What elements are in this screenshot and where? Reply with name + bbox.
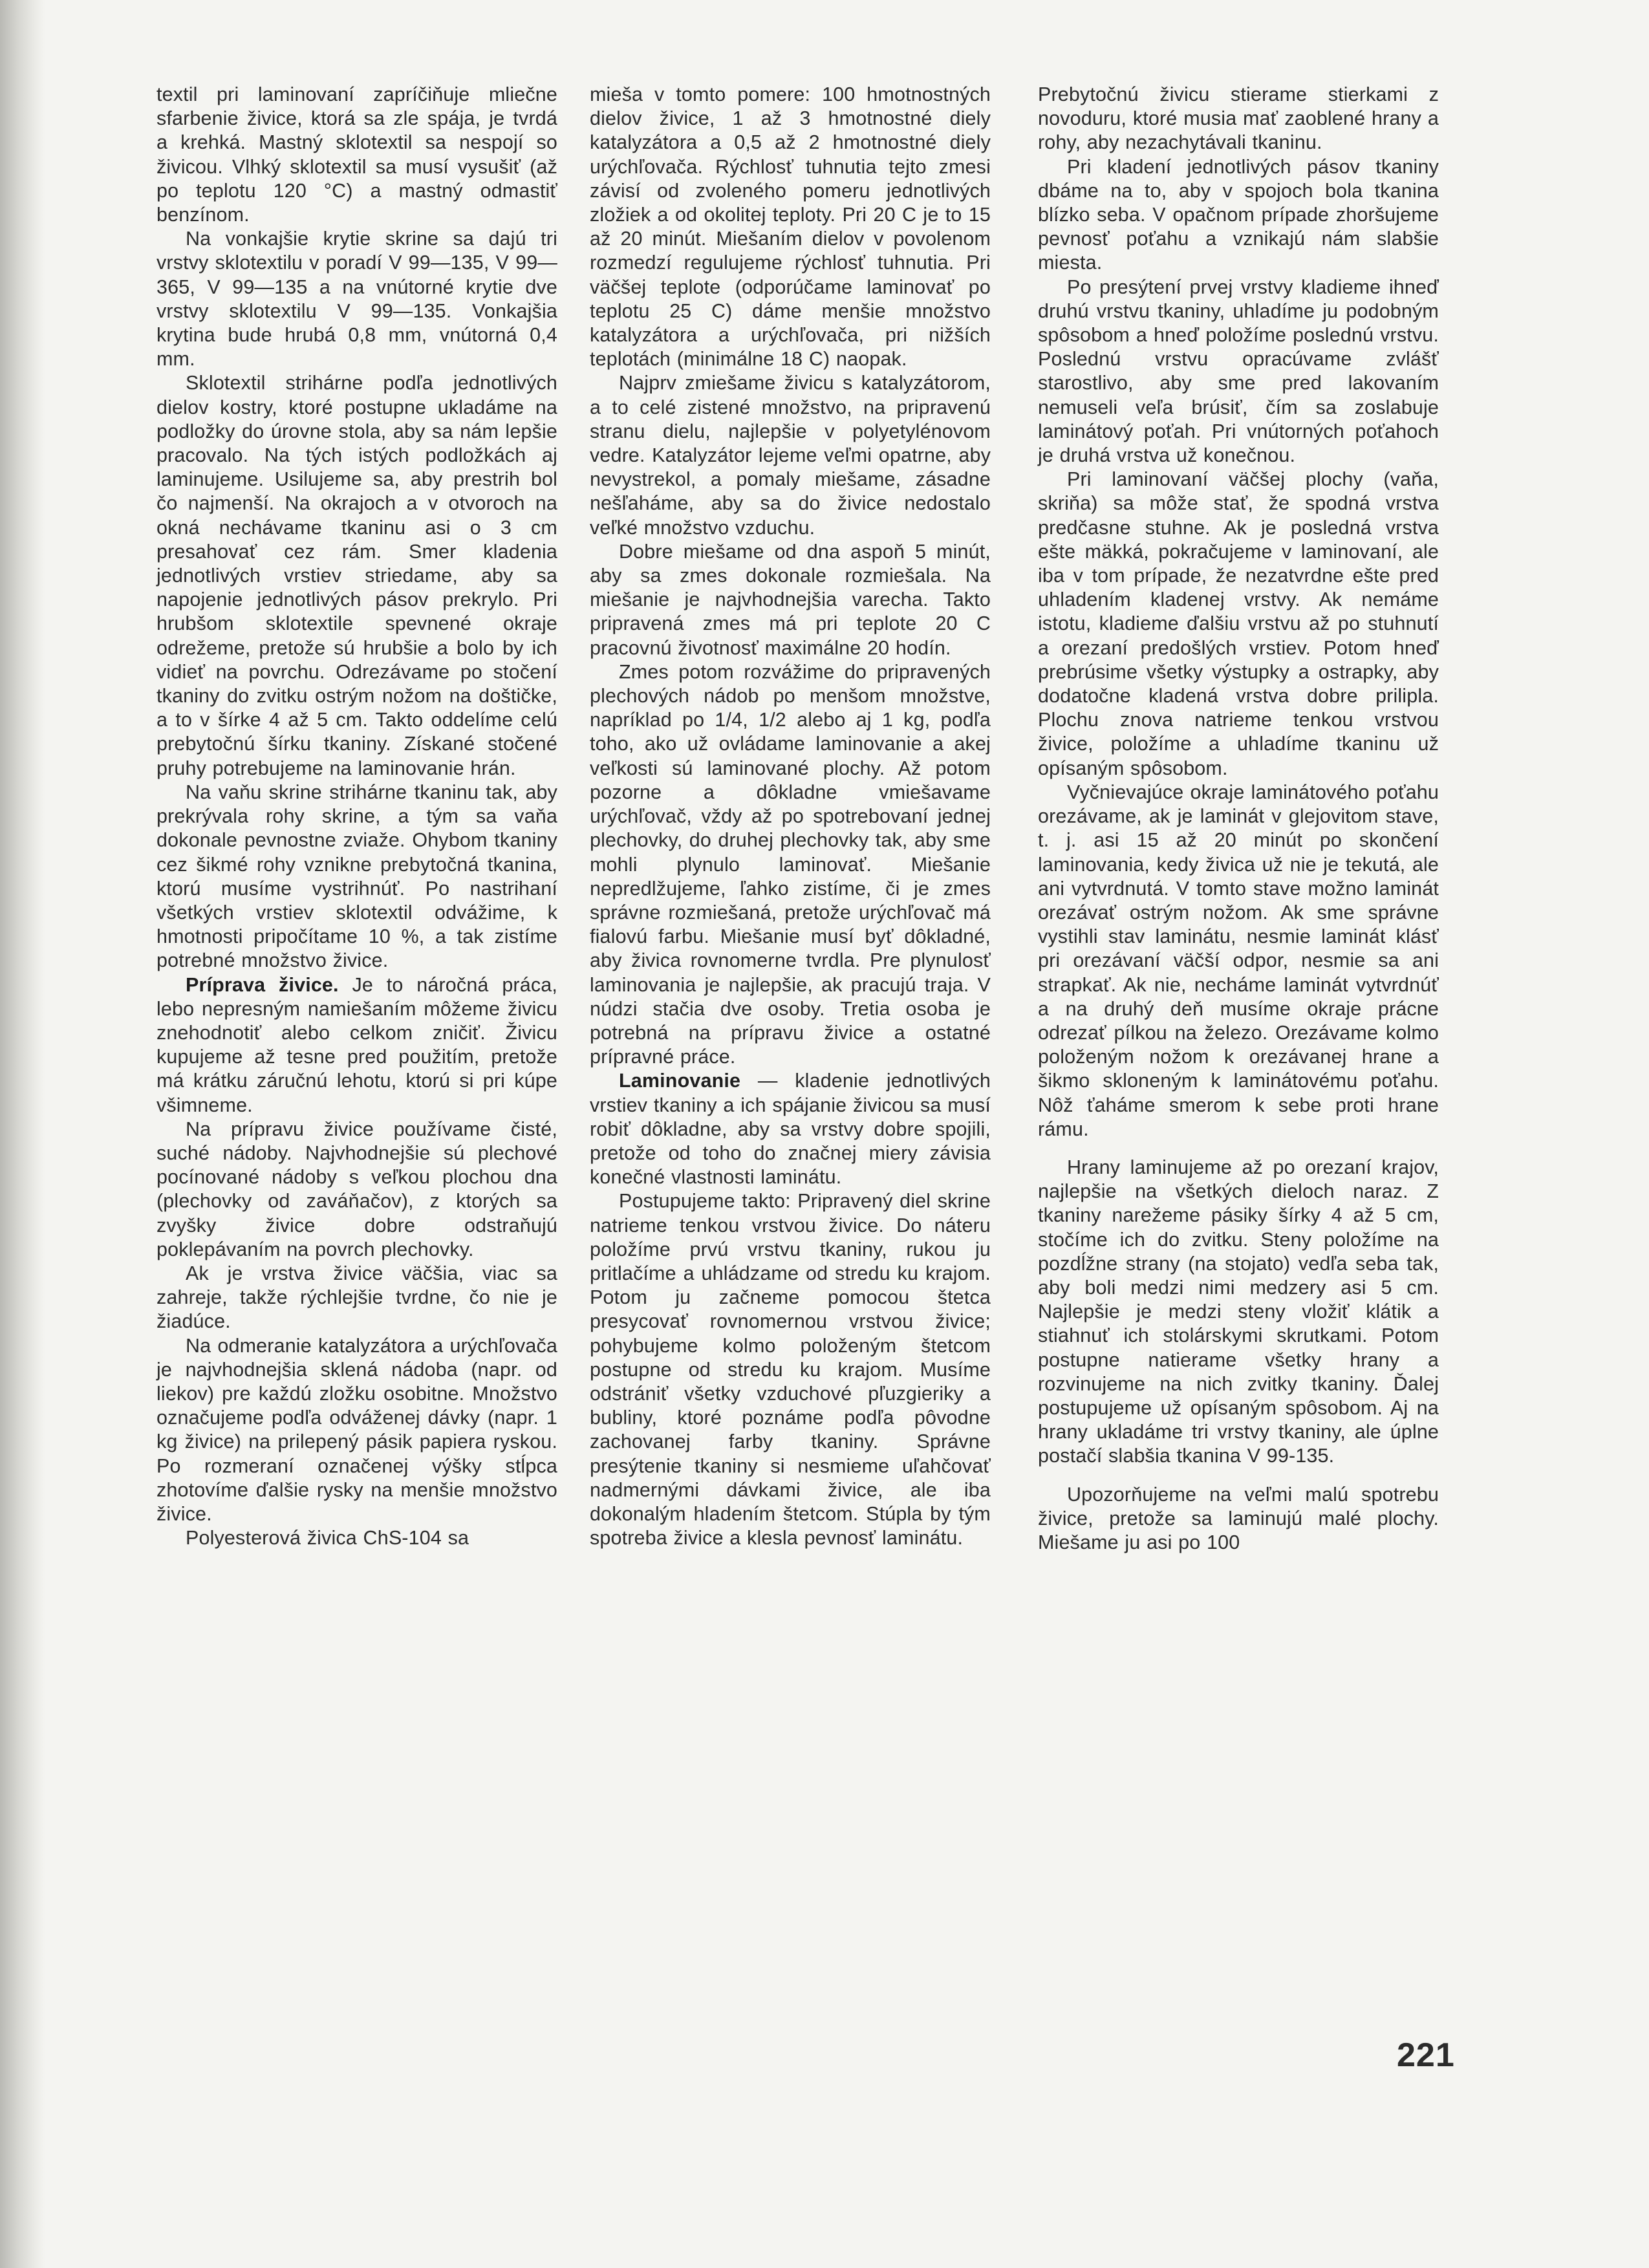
paragraph-text: Polyesterová živica ChS-104 sa [186,1527,469,1550]
paragraph [156,371,557,780]
paragraph [590,660,991,1069]
paragraph-text: Je to náročná práca, lebo nepresným namiešaním môžeme živicu znehodnotiť alebo celkom zničiť. Živicu kupujeme až tesne pred použitím, pretože má krátku záručnú lehotu, ktorú si pri kúpe všimneme. [156,973,557,1116]
paragraph-text: Na prípravu živice používame čisté, suché nádoby. Najvhodnejšie sú plechové pocínované nádoby s veľkou plochou dna (plechovky od zaváňačov), z ktorých sa zvyšky živice dobre odstraňujú poklepávaním na povrch plechovky. [156,1118,557,1260]
paragraph [156,83,557,227]
text-column-1 [156,83,557,1550]
paragraph-text: Prebytočnú živicu stierame stierkami z novoduru, ktoré musia mať zaoblené hrany a rohy, aby nezachytávali tkaninu. [1038,83,1439,154]
paragraph [1038,781,1439,1141]
paragraph [1038,275,1439,468]
paragraph-text: mieša v tomto pomere: 100 hmotnostných dielov živice, 1 až 3 hmotnostné diely katalyzátora a 0,5 až 2 hmotnostné diely urýchľovača. Rýchlosť tuhnutia tejto zmesi závisí od zvoleného pomeru jednotlivých zložiek a od okolitej teploty. Pri 20 C je to 15 až 20 minút. Miešaním dielov v povolenom rozmedzí regulujeme rýchlosť tuhnutia. Pri väčšej teplote (odporúčame laminovať po teplotu 25 C) dáme menšie množstvo katalyzátora a urýchľovača, pri nižších teplotách (minimálne 18 C) naopak. [590,83,991,371]
paragraph-text: Upozorňujeme na veľmi malú spotrebu živice, pretože sa laminujú malé plochy. Miešame ju asi po 100 [1038,1483,1439,1553]
paragraph-text: Na vaňu skrine strihárne tkaninu tak, aby prekrývala rohy skrine, a tým sa vaňa dokonale pevnostne zviaže. Ohybom tkaniny cez šikmé rohy vznikne prebytočná tkanina, ktorú musíme vystrihnúť. Po nastrihaní všetkých vrstiev sklotextil odvážime, k hmotnosti pripočítame 10 %, a tak zistíme potrebné množstvo živice. [156,781,557,972]
paragraph [1038,468,1439,781]
paragraph-text: Postupujeme takto: Pripravený diel skrine natrieme tenkou vrstvou živice. Do náteru položíme prvú vrstvu tkaniny, rukou ju pritlačíme a uhládzame od stredu ku krajom. Potom ju začneme pomocou štetca presycovať rovnomernou vrstvou živice; pohybujeme kolmo položeným štetcom postupne od stredu ku krajom. Musíme odstrániť všetky vzduchové pľuzgieriky a bubliny, ktoré poznáme podľa pôvodne zachovanej farby tkaniny. Správne presýtenie tkaniny si nesmieme uľahčovať nadmernými dávkami živice, ale iba dokonalým hladením štetcom. Stúpla by tým spotreba živice a klesla pevnosť laminátu. [590,1190,991,1550]
text-column-2 [590,83,991,1550]
paragraph-text: Po presýtení prvej vrstvy kladieme ihneď druhú vrstvu tkaniny, uhladíme ju podobným spôsobom a hneď položíme poslednú vrstvu. Poslednú vrstvu opracúvame zvlášť starostlivo, aby sme pred lakovaním nemuseli veľa brúsiť, čím sa zoslabuje laminátový poťah. Pri vnútorných poťahoch je druhá vrstva už konečnou. [1038,275,1439,467]
paragraph [590,371,991,539]
paragraph [1038,83,1439,155]
paragraph [590,540,991,660]
paragraph [1038,1483,1439,1555]
paragraph [1038,1156,1439,1469]
paragraph [156,1262,557,1334]
paragraph-text: Pri kladení jednotlivých pásov tkaniny dbáme na to, aby v spojoch bola tkanina blízko seba. V opačnom prípade zhoršujeme pevnosť poťahu a vznikajú nám slabšie miesta. [1038,155,1439,274]
section-heading: Laminovanie [619,1070,741,1092]
paragraph-text: Sklotextil strihárne podľa jednotlivých dielov kostry, ktoré postupne ukladáme na podložky do úrovne stola, aby sa nám lepšie pracovalo. Na tých istých podložkách aj laminujeme. Usilujeme sa, aby prestrih bol čo najmenší. Na okrajoch a v otvoroch na okná nechávame tkaninu asi o 3 cm presahovať cez rám. Smer kladenia jednotlivých vrstiev striedame, aby sa napojenie jednotlivých pásov prekrylo. Pri hrubšom sklotextile spevnené okraje odrežeme, pretože sú hrubšie a bolo by ich vidieť na povrchu. Odrezávame po stočení tkaniny do zvitku ostrým nožom na doštičke, a to v šírke 4 až 5 cm. Takto oddelíme celú prebytočnú šírku tkaniny. Získané stočené pruhy potrebujeme na laminovanie hrán. [156,372,557,779]
paragraph-text: Pri laminovaní väčšej plochy (vaňa, skriňa) sa môže stať, že spodná vrstva predčasne stuhne. Ak je posledná vrstva ešte mäkká, pokračujeme v laminovaní, ale iba v tom prípade, že nezatvrdne ešte pred uhladením kladenej vrstvy. Ak nemáme istotu, kladieme ďalšiu vrstvu až po stuhnutí a orezaní predošlých vrstiev. Potom hneď prebrúsime všetky výstupky a ostrapky, aby dodatočne kladená vrstva dobre prilipla. Plochu znova natrieme tenkou vrstvou živice, položíme a uhladíme tkaninu už opísaným spôsobom. [1038,468,1439,779]
paragraph [156,227,557,371]
paragraph-text: Na odmeranie katalyzátora a urýchľovača je najvhodnejšia sklená nádoba (napr. od liekov) pre každú zložku osobitne. Množstvo označujeme podľa odváženej dávky (napr. 1 kg živice) na prilepený pásik papiera ryskou. Po rozmeraní označenej výšky stĺpca zhotovíme ďalšie rysky na menšie množstvo živice. [156,1334,557,1525]
paragraph [156,1526,557,1550]
paragraph [156,1334,557,1527]
paragraph-text: Zmes potom rozvážime do pripravených plechových nádob po menšom množstve, napríklad po 1/4, 1/2 alebo aj 1 kg, podľa toho, ako už ovládame laminovanie a akej veľkosti sú laminované plochy. Až potom pozorne a dôkladne vmiešavame urýchľovač, vždy až po spotrebovaní jednej plechovky, do druhej plechovky tak, aby sme mohli plynulo laminovať. Miešanie nepredlžujeme, ľahko zistíme, či je zmes správne rozmiešaná, pretože urýchľovač má fialovú farbu. Miešanie musí byť dôkladné, aby živica rovnomerne tvrdla. Pre plynulosť laminovania je najlepšie, ak pracujú traja. V núdzi stačia dve osoby. Tretia osoba je potrebná na prípravu živice a ostatné prípravné práce. [590,660,991,1068]
paragraph-text: Hrany laminujeme až po orezaní krajov, najlepšie na všetkých dieloch naraz. Z tkaniny narežeme pásiky šírky 4 až 5 cm, stočíme ich do zvitku. Steny položíme na pozdĺžne strany (na stojato) vedľa seba tak, aby boli medzi nimi medzery asi 5 cm. Najlepšie je medzi steny vložiť klátik a stiahnuť ich stolárskymi skrutkami. Potom postupne natierame všetky hrany a rozvinujeme na nich zvitky tkaniny. Ďalej postupujeme už opísaným spôsobom. Aj na hrany ukladáme tri vrstvy tkaniny, ale úplne postačí slabšia tkanina V 99-135. [1038,1156,1439,1467]
paragraph [1038,155,1439,275]
section-heading: Príprava živice. [186,973,339,996]
page-number: 221 [1397,2036,1455,2074]
paragraph-text: Na vonkajšie krytie skrine sa dajú tri vrstvy sklotextilu v poradí V 99—135, V 99—365, V 99—135 a na vnútorné krytie dve vrstvy sklotextilu V 99—135. Vonkajšia krytina bude hrubá 0,8 mm, vnútorná 0,4 mm. [156,228,557,371]
paragraph-text: Ak je vrstva živice väčšia, viac sa zahreje, takže rýchlejšie tvrdne, čo nie je žiadúce. [156,1262,557,1333]
paragraph [590,1069,991,1189]
paragraph [156,781,557,973]
paragraph-text: Dobre miešame od dna aspoň 5 minút, aby sa zmes dokonale rozmiešala. Na miešanie je najvhodnejšia varecha. Takto pripravená zmes má pri teplote 20 C pracovnú životnosť maximálne 20 hodín. [590,540,991,659]
paragraph-text: Najprv zmiešame živicu s katalyzátorom, a to celé zistené množstvo, na pripravenú stranu dielu, najlepšie v polyetylénovom vedre. Katalyzátor lejeme veľmi opatrne, aby nevystrekol, a pomaly miešame, zásadne nešľaháme, aby sa do živice nedostalo veľké množstvo vzduchu. [590,372,991,539]
paragraph [156,973,557,1118]
paragraph [590,1189,991,1550]
paragraph [590,83,991,371]
paragraph-text: textil pri laminovaní zapríčiňuje mliečne sfarbenie živice, ktorá sa zle spája, je tvrdá a krehká. Mastný sklotextil sa nespojí so živicou. Vlhký sklotextil sa musí vysušiť (až po teplotu 120 °C) a mastný odmastiť benzínom. [156,83,557,226]
text-column-3 [1038,83,1439,1555]
paragraph [156,1118,557,1262]
paragraph-text: Vyčnievajúce okraje laminátového poťahu orezávame, ak je laminát v glejovitom stave, t. j. asi 15 až 20 minút po skončení laminovania, kedy živica už nie je tekutá, ale ani vytvrdnutá. V tomto stave možno laminát orezávať ostrým nožom. Ak sme správne vystihli stav laminátu, nesmie laminát klásť pri orezávaní väčší odpor, nesmie sa ani strapkať. Ak nie, necháme laminát vytvrdnúť a na druhý deň musíme okraje prácne odrezať pílkou na železo. Orezávame kolmo položeným nožom k orezávanej hrane a šikmo skloneným k laminátovému poťahu. Nôž ťaháme smerom k sebe proti hrane rámu. [1038,781,1439,1140]
paragraph-text: — kladenie jednotlivých vrstiev tkaniny a ich spájanie živicou sa musí robiť dôkladne, aby sa vrstvy dobre spojili, pretože od toho do značnej miery závisia konečné vlastnosti laminátu. [590,1070,991,1189]
